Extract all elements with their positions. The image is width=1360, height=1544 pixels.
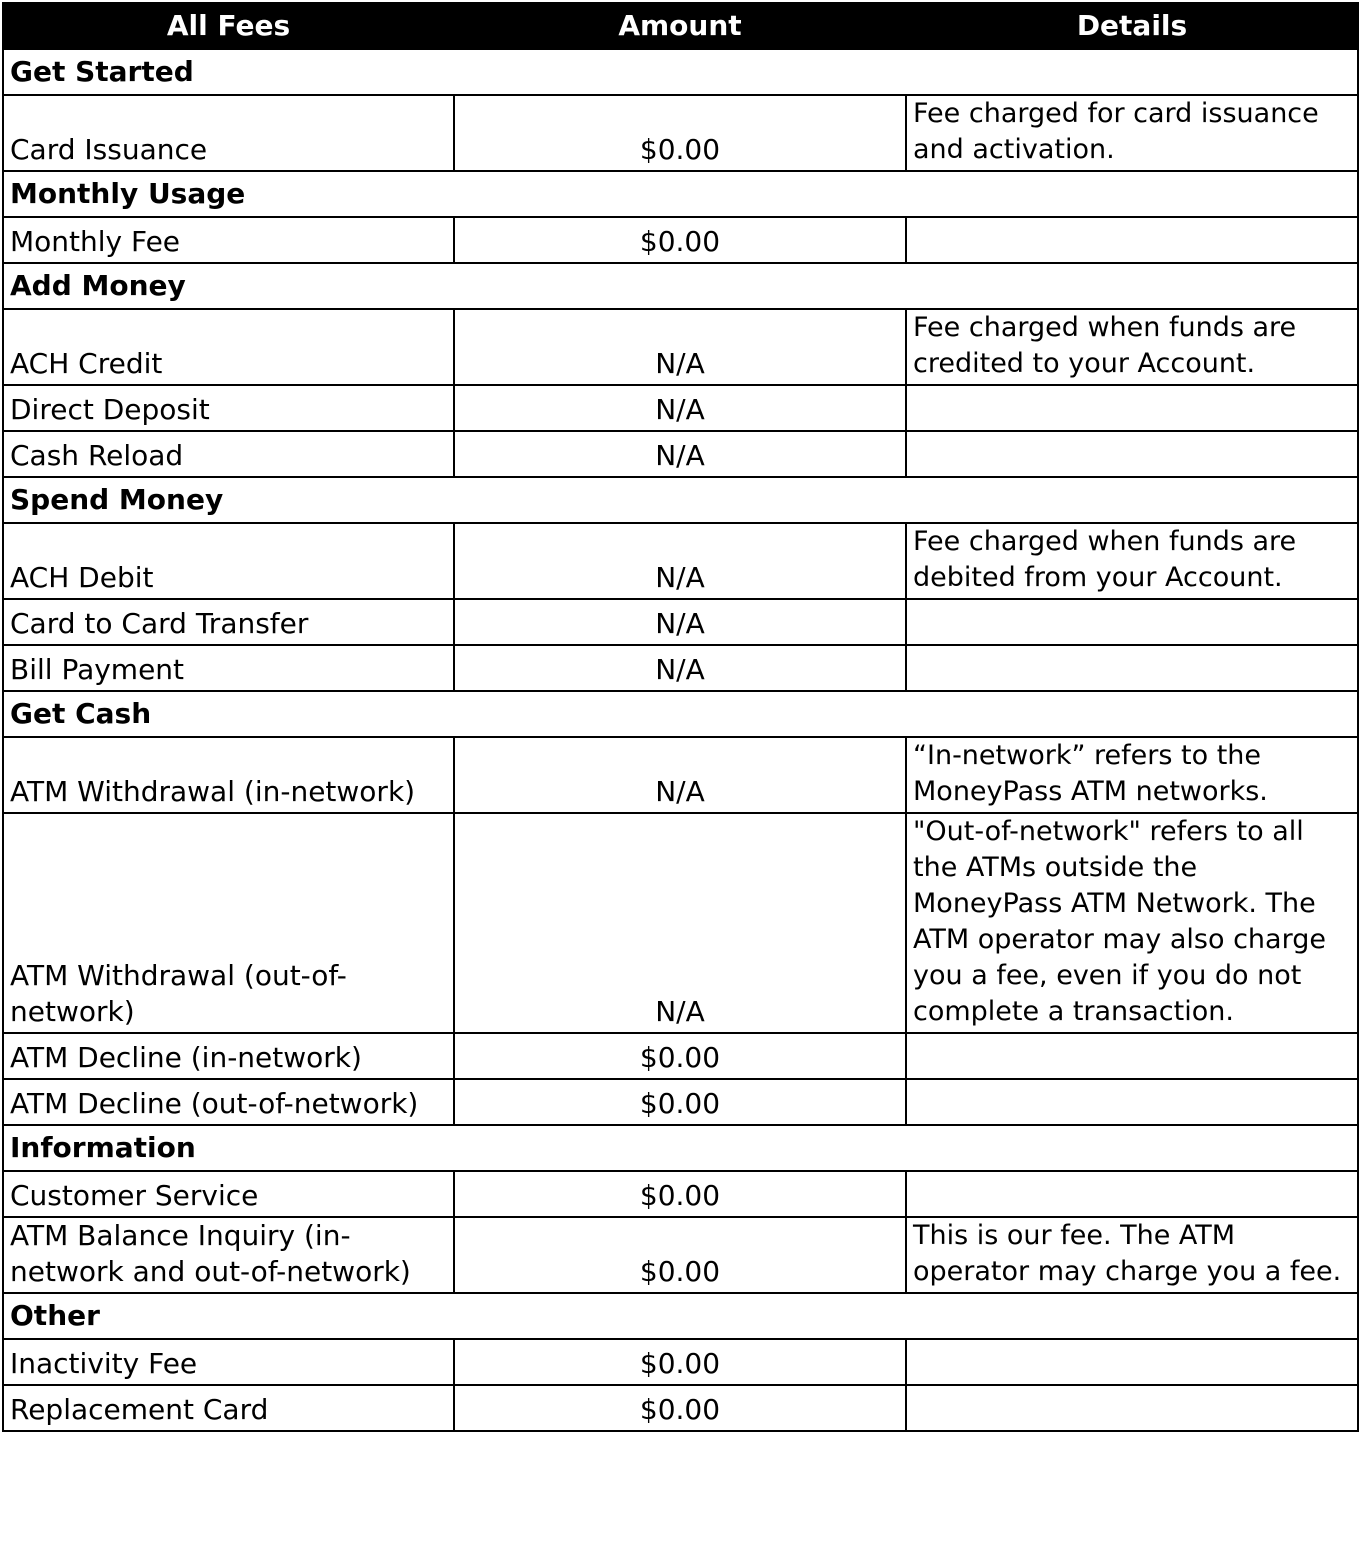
- section-title: Spend Money: [3, 477, 1358, 523]
- fee-name-cell: ACH Debit: [3, 523, 454, 599]
- fee-amount-cell: N/A: [454, 645, 906, 691]
- section-title: Get Cash: [3, 691, 1358, 737]
- header-row: [3, 3, 1358, 49]
- fee-details-cell: [906, 1079, 1358, 1125]
- fee-row: [3, 599, 1358, 645]
- fee-amount-cell: N/A: [454, 309, 906, 385]
- fee-name-cell: ATM Balance Inquiry (in-network and out-of-network): [3, 1217, 454, 1293]
- fee-name-cell: Monthly Fee: [3, 217, 454, 263]
- fee-row: [3, 217, 1358, 263]
- fee-amount-cell: N/A: [454, 737, 906, 813]
- fee-amount-cell: $0.00: [454, 1217, 906, 1293]
- fee-name-cell: ATM Decline (in-network): [3, 1033, 454, 1079]
- section-title: Other: [3, 1293, 1358, 1339]
- fee-details-cell: [906, 1385, 1358, 1431]
- fee-amount-cell: N/A: [454, 523, 906, 599]
- fee-details-cell: [906, 645, 1358, 691]
- fee-row: [3, 309, 1358, 385]
- fee-name-cell: Direct Deposit: [3, 385, 454, 431]
- fee-row: [3, 385, 1358, 431]
- fee-details-cell: Fee charged when funds are debited from your Account.: [906, 523, 1358, 599]
- fee-amount-cell: $0.00: [454, 1339, 906, 1385]
- section-row: [3, 1293, 1358, 1339]
- section-row: [3, 691, 1358, 737]
- fee-details-cell: [906, 599, 1358, 645]
- fee-row: [3, 1033, 1358, 1079]
- section-row: [3, 1125, 1358, 1171]
- fee-name-cell: Card to Card Transfer: [3, 599, 454, 645]
- fee-amount-cell: N/A: [454, 385, 906, 431]
- section-row: [3, 49, 1358, 95]
- fee-details-cell: [906, 1033, 1358, 1079]
- fee-amount-cell: N/A: [454, 431, 906, 477]
- fee-row: [3, 1339, 1358, 1385]
- header-amount: Amount: [454, 3, 906, 49]
- fee-name-cell: Card Issuance: [3, 95, 454, 171]
- fee-details-cell: [906, 217, 1358, 263]
- fee-row: [3, 1217, 1358, 1293]
- fee-row: [3, 523, 1358, 599]
- header-all-fees: All Fees: [3, 3, 454, 49]
- fee-name-cell: Inactivity Fee: [3, 1339, 454, 1385]
- fee-amount-cell: $0.00: [454, 1171, 906, 1217]
- fee-row: [3, 645, 1358, 691]
- section-title: Information: [3, 1125, 1358, 1171]
- fee-schedule-table: [2, 2, 1359, 1432]
- fee-name-cell: Customer Service: [3, 1171, 454, 1217]
- fee-details-cell: [906, 431, 1358, 477]
- header-details: Details: [906, 3, 1358, 49]
- section-title: Get Started: [3, 49, 1358, 95]
- table-body: [3, 49, 1358, 1431]
- fee-amount-cell: $0.00: [454, 1033, 906, 1079]
- section-row: [3, 171, 1358, 217]
- fee-amount-cell: $0.00: [454, 1079, 906, 1125]
- fee-name-cell: ATM Withdrawal (in-network): [3, 737, 454, 813]
- fee-details-cell: [906, 385, 1358, 431]
- section-title: Add Money: [3, 263, 1358, 309]
- fee-details-cell: “In-network” refers to the MoneyPass ATM networks.: [906, 737, 1358, 813]
- fee-row: [3, 95, 1358, 171]
- section-row: [3, 263, 1358, 309]
- fee-details-cell: [906, 1339, 1358, 1385]
- fee-name-cell: Replacement Card: [3, 1385, 454, 1431]
- fee-name-cell: Bill Payment: [3, 645, 454, 691]
- fee-name-cell: ATM Decline (out-of-network): [3, 1079, 454, 1125]
- fee-details-cell: [906, 1171, 1358, 1217]
- table-header: [3, 3, 1358, 49]
- section-title: Monthly Usage: [3, 171, 1358, 217]
- fee-row: [3, 1385, 1358, 1431]
- fee-details-cell: "Out-of-network" refers to all the ATMs outside the MoneyPass ATM Network. The ATM operator may also charge you a fee, even if you do not complete a transaction.: [906, 813, 1358, 1033]
- fee-row: [3, 431, 1358, 477]
- fee-amount-cell: $0.00: [454, 217, 906, 263]
- fee-details-cell: Fee charged for card issuance and activation.: [906, 95, 1358, 171]
- fee-details-cell: Fee charged when funds are credited to your Account.: [906, 309, 1358, 385]
- fee-name-cell: ACH Credit: [3, 309, 454, 385]
- fee-amount-cell: N/A: [454, 813, 906, 1033]
- fee-details-cell: This is our fee. The ATM operator may charge you a fee.: [906, 1217, 1358, 1293]
- fee-name-cell: ATM Withdrawal (out-of-network): [3, 813, 454, 1033]
- fee-row: [3, 813, 1358, 1033]
- fee-amount-cell: N/A: [454, 599, 906, 645]
- section-row: [3, 477, 1358, 523]
- fee-amount-cell: $0.00: [454, 1385, 906, 1431]
- fee-row: [3, 737, 1358, 813]
- fee-row: [3, 1171, 1358, 1217]
- fee-amount-cell: $0.00: [454, 95, 906, 171]
- fee-row: [3, 1079, 1358, 1125]
- fee-name-cell: Cash Reload: [3, 431, 454, 477]
